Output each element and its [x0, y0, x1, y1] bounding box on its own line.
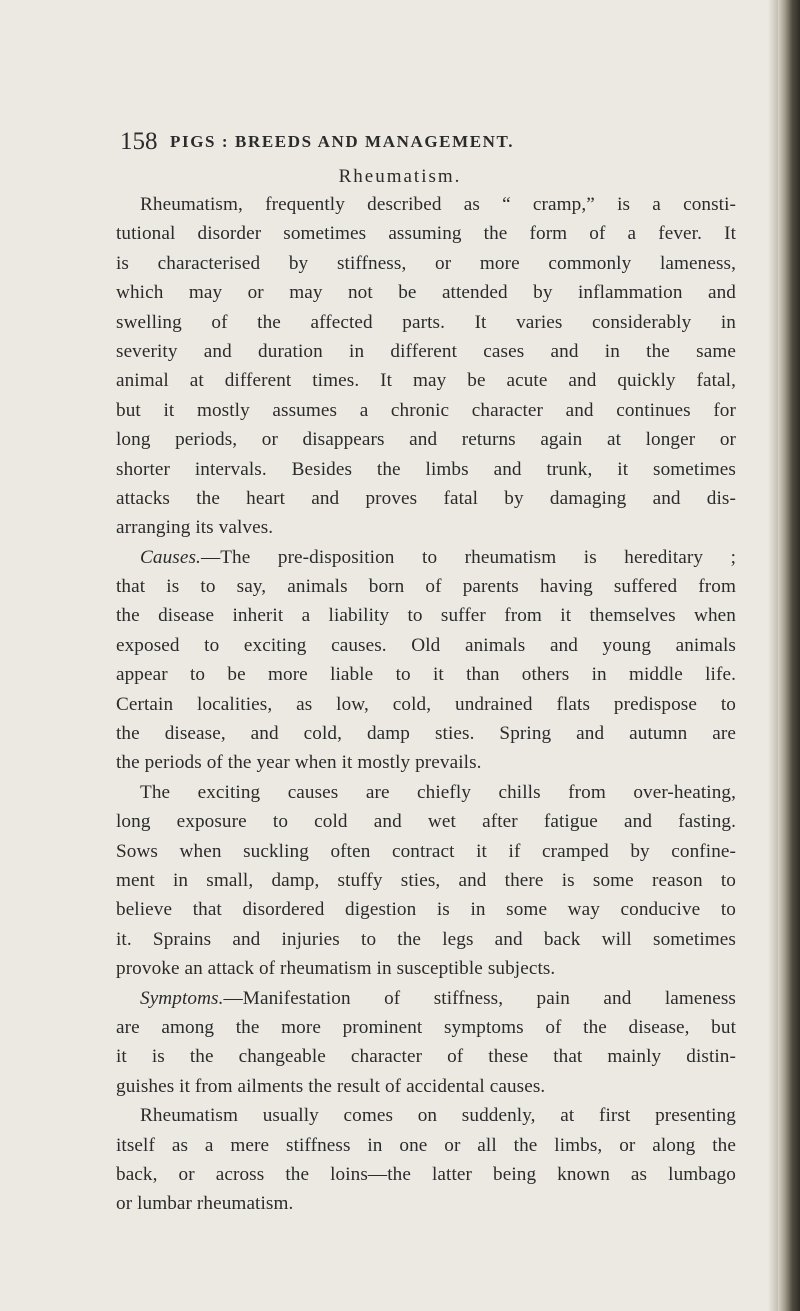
- text-line: appear to be more liable to it than others in middle life.: [116, 664, 736, 686]
- text-line: itself as a mere stiffness in one or all the limbs, or along the: [116, 1134, 736, 1156]
- text-line: guishes it from ailments the result of accidental causes.: [116, 1075, 546, 1097]
- symptoms-paragraph-line: [116, 984, 736, 1013]
- text-line: animal at different times. It may be acute and quickly fatal,: [116, 370, 736, 392]
- text-line: the disease, and cold, damp sties. Spring and autumn are: [116, 723, 736, 745]
- text-line: but it mostly assumes a chronic character and continues for: [116, 399, 736, 421]
- text-line: the periods of the year when it mostly prevails.: [116, 752, 482, 774]
- text-line: are among the more prominent symptoms of the disease, but: [116, 1016, 736, 1038]
- text-line: the disease inherit a liability to suffer from it themselves when: [116, 605, 736, 627]
- page-header: [120, 128, 720, 164]
- text-line: long periods, or disappears and returns again at longer or: [116, 429, 736, 451]
- symptoms-text: —Manifestation of stiffness, pain and lameness: [223, 987, 736, 1009]
- text-line: which may or may not be attended by inflammation and: [116, 282, 736, 304]
- text-line: exposed to exciting causes. Old animals and young animals: [116, 634, 736, 656]
- text-line: shorter intervals. Besides the limbs and trunk, it sometimes: [116, 458, 736, 480]
- causes-paragraph-line: [116, 543, 736, 572]
- section-title: Rheumatism.: [338, 166, 462, 187]
- body-text: [116, 190, 736, 1219]
- text-line: that is to say, animals born of parents having suffered from: [116, 576, 736, 598]
- page-number: 158: [120, 128, 158, 155]
- text-line: Rheumatism, frequently described as “ cramp,” is a consti-: [140, 194, 736, 215]
- text-line: attacks the heart and proves fatal by damaging and dis-: [116, 487, 736, 509]
- text-line: it is the changeable character of these that mainly distin-: [116, 1046, 736, 1068]
- causes-text: —The pre-disposition to rheumatism is hereditary ;: [200, 546, 736, 568]
- text-line: long exposure to cold and wet after fatigue and fasting.: [116, 811, 736, 833]
- text-line: provoke an attack of rheumatism in susceptible subjects.: [116, 958, 556, 980]
- text-line: tutional disorder sometimes assuming the form of a fever. It: [116, 223, 736, 245]
- text-line: severity and duration in different cases and in the same: [116, 340, 736, 362]
- text-line: Rheumatism usually comes on suddenly, at first presenting: [140, 1105, 736, 1127]
- text-line: is characterised by stiffness, or more commonly lameness,: [116, 252, 736, 274]
- page-edge: [778, 0, 800, 1311]
- text-line: Sows when suckling often contract it if cramped by confine-: [116, 840, 736, 862]
- page-shadow: [768, 0, 778, 1311]
- text-line: believe that disordered digestion is in some way conducive to: [116, 899, 736, 921]
- text-line: back, or across the loins—the latter being known as lumbago: [116, 1163, 736, 1185]
- text-line: arranging its valves.: [116, 517, 274, 539]
- text-line: The exciting causes are chiefly chills from over-heating,: [140, 781, 736, 803]
- causes-heading: Causes.: [140, 546, 201, 568]
- text-line: or lumbar rheumatism.: [116, 1193, 294, 1215]
- text-line: swelling of the affected parts. It varies considerably in: [116, 311, 736, 333]
- text-line: ment in small, damp, stuffy sties, and there is some reason to: [116, 869, 736, 891]
- running-head: PIGS : BREEDS AND MANAGEMENT.: [170, 132, 515, 151]
- symptoms-heading: Symptoms.: [140, 987, 224, 1009]
- text-line: Certain localities, as low, cold, undrained flats predispose to: [116, 693, 736, 715]
- text-line: it. Sprains and injuries to the legs and back will sometimes: [116, 928, 736, 950]
